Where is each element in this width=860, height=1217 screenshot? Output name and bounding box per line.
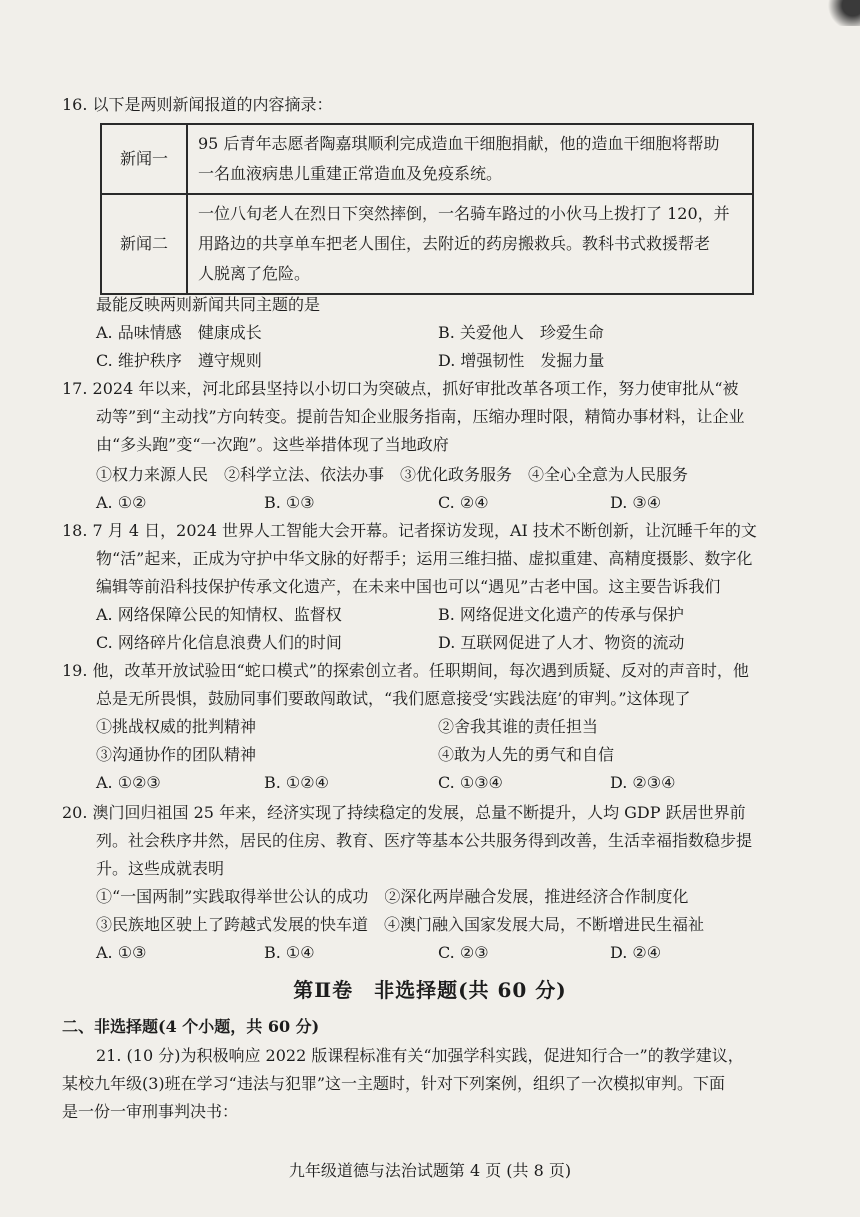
q16-option-d[interactable]: D. 增强韧性 发掘力量 bbox=[438, 351, 605, 370]
q19-option-c[interactable]: C. ①③④ bbox=[438, 773, 503, 792]
q17-option-c[interactable]: C. ②④ bbox=[438, 493, 489, 512]
q20-option-d[interactable]: D. ②④ bbox=[610, 943, 662, 962]
q17-option-d[interactable]: D. ③④ bbox=[610, 493, 662, 512]
q17-line-1: 17. 2024 年以来，河北邱县坚持以小切口为突破点，抓好审批改革各项工作，努力使审批从“被 bbox=[62, 379, 739, 398]
q18-option-b[interactable]: B. 网络促进文化遗产的传承与保护 bbox=[438, 605, 684, 624]
news2-label: 新闻二 bbox=[101, 194, 187, 294]
section-subtitle: 二、非选择题(4 个小题，共 60 分) bbox=[62, 1017, 320, 1036]
news1-line-2: 一名血液病患儿重建正常造血及免疫系统。 bbox=[198, 164, 503, 183]
q16-option-c[interactable]: C. 维护秩序 遵守规则 bbox=[96, 351, 262, 370]
q19-item-4: ④敢为人先的勇气和自信 bbox=[438, 745, 615, 764]
q20-items-1: ①“一国两制”实践取得举世公认的成功 ②深化两岸融合发展，推进经济合作制度化 bbox=[96, 887, 689, 906]
q18-line-3: 编辑等前沿科技保护传承文化遗产，在未来中国也可以“遇见”古老中国。这主要告诉我们 bbox=[96, 577, 721, 596]
news-row-2 bbox=[101, 194, 753, 294]
q19-option-a[interactable]: A. ①②③ bbox=[96, 773, 161, 792]
news1-line-1: 95 后青年志愿者陶嘉琪顺利完成造血干细胞捐献，他的造血干细胞将帮助 bbox=[198, 134, 720, 153]
news-table bbox=[100, 123, 754, 295]
q18-line-1: 18. 7 月 4 日，2024 世界人工智能大会开幕。记者探访发现，AI 技术不断创新，让沉睡千年的文 bbox=[62, 521, 757, 540]
news1-label: 新闻一 bbox=[101, 124, 187, 194]
q20-option-c[interactable]: C. ②③ bbox=[438, 943, 489, 962]
scan-smudge bbox=[824, 0, 860, 26]
q19-item-1: ①挑战权威的批判精神 bbox=[96, 717, 257, 736]
news1-text bbox=[187, 124, 753, 194]
q18-option-a[interactable]: A. 网络保障公民的知情权、监督权 bbox=[96, 605, 342, 624]
news2-line-3: 人脱离了危险。 bbox=[198, 264, 311, 283]
news-row-1 bbox=[101, 124, 753, 194]
q18-option-c[interactable]: C. 网络碎片化信息浪费人们的时间 bbox=[96, 633, 342, 652]
q17-line-3: 由“多头跑”变“一次跑”。这些举措体现了当地政府 bbox=[96, 435, 449, 454]
q17-option-b[interactable]: B. ①③ bbox=[264, 493, 315, 512]
q19-line-1: 19. 他，改革开放试验田“蛇口模式”的探索创立者。任职期间，每次遇到质疑、反对的声音时，他 bbox=[62, 661, 749, 680]
q21-line-1: 21. (10 分)为积极响应 2022 版课程标准有关“加强学科实践，促进知行合一”的教学建议， bbox=[96, 1046, 744, 1065]
q16-question: 最能反映两则新闻共同主题的是 bbox=[96, 295, 321, 314]
q20-line-2: 列。社会秩序井然，居民的住房、教育、医疗等基本公共服务得到改善，生活幸福指数稳步提 bbox=[96, 831, 753, 850]
section-title: 第Ⅱ卷 非选择题(共 60 分) bbox=[293, 978, 567, 1002]
q19-item-2: ②舍我其谁的责任担当 bbox=[438, 717, 599, 736]
q16-option-b[interactable]: B. 关爱他人 珍爱生命 bbox=[438, 323, 604, 342]
q16-option-a[interactable]: A. 品味情感 健康成长 bbox=[96, 323, 262, 342]
q18-line-2: 物“活”起来，正成为守护中华文脉的好帮手；运用三维扫描、虚拟重建、高精度摄影、数字化 bbox=[96, 549, 753, 568]
q19-option-d[interactable]: D. ②③④ bbox=[610, 773, 676, 792]
q17-option-a[interactable]: A. ①② bbox=[96, 493, 147, 512]
q19-item-3: ③沟通协作的团队精神 bbox=[96, 745, 257, 764]
news2-line-1: 一位八旬老人在烈日下突然摔倒，一名骑车路过的小伙马上拨打了 120，并 bbox=[198, 204, 730, 223]
q19-option-b[interactable]: B. ①②④ bbox=[264, 773, 329, 792]
q21-line-2: 某校九年级(3)班在学习“违法与犯罪”这一主题时，针对下列案例，组织了一次模拟审判。下面 bbox=[62, 1074, 726, 1093]
q18-option-d[interactable]: D. 互联网促进了人才、物资的流动 bbox=[438, 633, 685, 652]
news2-text bbox=[187, 194, 753, 294]
page-footer: 九年级道德与法治试题第 4 页 (共 8 页) bbox=[288, 1161, 572, 1180]
q20-option-b[interactable]: B. ①④ bbox=[264, 943, 315, 962]
q17-line-2: 动等”到“主动找”方向转变。提前告知企业服务指南，压缩办理时限，精简办事材料，让企业 bbox=[96, 407, 745, 426]
q17-items: ①权力来源人民 ②科学立法、依法办事 ③优化政务服务 ④全心全意为人民服务 bbox=[96, 465, 689, 484]
q20-option-a[interactable]: A. ①③ bbox=[96, 943, 147, 962]
q20-items-2: ③民族地区驶上了跨越式发展的快车道 ④澳门融入国家发展大局，不断增进民生福祉 bbox=[96, 915, 705, 934]
q16-stem: 16. 以下是两则新闻报道的内容摘录： bbox=[62, 95, 333, 114]
q20-line-1: 20. 澳门回归祖国 25 年来，经济实现了持续稳定的发展，总量不断提升，人均 GDP 跃居世界前 bbox=[62, 803, 746, 822]
q20-line-3: 升。这些成就表明 bbox=[96, 859, 225, 878]
q21-line-3: 是一份一审刑事判决书： bbox=[62, 1102, 239, 1121]
news2-line-2: 用路边的共享单车把老人围住，去附近的药房搬救兵。教科书式救援帮老 bbox=[198, 234, 711, 253]
q19-line-2: 总是无所畏惧，鼓励同事们要敢闯敢试，“我们愿意接受‘实践法庭’的审判。”这体现了 bbox=[96, 689, 691, 708]
